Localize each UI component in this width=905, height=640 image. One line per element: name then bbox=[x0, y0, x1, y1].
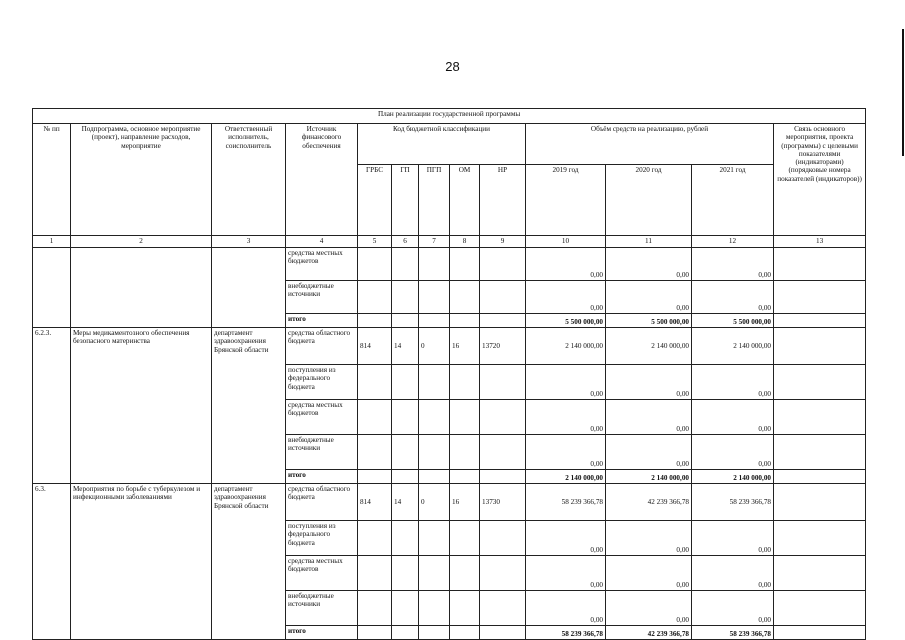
value-2019: 5 500 000,00 bbox=[526, 314, 606, 328]
table-row bbox=[33, 484, 866, 521]
link-cell bbox=[774, 314, 866, 328]
value-2020: 0,00 bbox=[606, 556, 692, 591]
code-cell bbox=[480, 556, 526, 591]
code-cell bbox=[358, 470, 392, 484]
code-cell bbox=[392, 400, 419, 435]
code-cell bbox=[392, 248, 419, 281]
code-cell bbox=[419, 626, 450, 640]
code-cell bbox=[358, 521, 392, 556]
header-gp: ГП bbox=[392, 165, 419, 236]
column-number: 4 bbox=[286, 236, 358, 248]
code-gp: 14 bbox=[392, 484, 419, 521]
link-cell bbox=[774, 556, 866, 591]
column-number: 1 bbox=[33, 236, 71, 248]
source-cell: поступления из федерального бюджета bbox=[286, 521, 358, 556]
column-number: 12 bbox=[692, 236, 774, 248]
header-link: Связь основного мероприятия, проекта (программы) с целевыми показателями (индикаторами) (порядковые номера показателей (индикаторов)) bbox=[774, 124, 866, 236]
code-cell bbox=[419, 400, 450, 435]
code-cell bbox=[392, 521, 419, 556]
value-2021: 0,00 bbox=[692, 400, 774, 435]
link-cell bbox=[774, 626, 866, 640]
header-np: НР bbox=[480, 165, 526, 236]
scan-edge-mark bbox=[902, 29, 904, 156]
column-number: 2 bbox=[71, 236, 212, 248]
header-funds: Объём средств на реализацию, рублей bbox=[526, 124, 774, 165]
value-2020: 0,00 bbox=[606, 365, 692, 400]
section-responsible: департамент здравоохранения Брянской области bbox=[212, 484, 286, 640]
value-2019: 2 140 000,00 bbox=[526, 470, 606, 484]
code-cell bbox=[419, 470, 450, 484]
value-2019: 0,00 bbox=[526, 591, 606, 626]
code-cell bbox=[358, 314, 392, 328]
code-cell bbox=[419, 556, 450, 591]
code-cell bbox=[450, 400, 480, 435]
code-cell bbox=[392, 591, 419, 626]
code-cell bbox=[419, 314, 450, 328]
value-2019: 0,00 bbox=[526, 556, 606, 591]
code-cell bbox=[392, 626, 419, 640]
code-cell bbox=[419, 521, 450, 556]
code-grbs: 814 bbox=[358, 328, 392, 365]
header-2021: 2021 год bbox=[692, 165, 774, 236]
header-om: ОМ bbox=[450, 165, 480, 236]
code-cell bbox=[358, 281, 392, 314]
value-2020: 0,00 bbox=[606, 591, 692, 626]
table-title: План реализации государственной программы bbox=[33, 109, 866, 124]
value-2019: 58 239 366,78 bbox=[526, 626, 606, 640]
value-2021: 2 140 000,00 bbox=[692, 328, 774, 365]
num-cell bbox=[33, 248, 71, 328]
header-responsible: Ответственный исполнитель, соисполнитель bbox=[212, 124, 286, 236]
value-2021: 58 239 366,78 bbox=[692, 626, 774, 640]
section-name: Мероприятия по борьбе с туберкулезом и инфекционными заболеваниями bbox=[71, 484, 212, 640]
value-2021: 0,00 bbox=[692, 281, 774, 314]
source-cell: средства местных бюджетов bbox=[286, 400, 358, 435]
source-cell: итого bbox=[286, 470, 358, 484]
value-2020: 0,00 bbox=[606, 281, 692, 314]
link-cell bbox=[774, 484, 866, 521]
table-row bbox=[33, 248, 866, 281]
code-cell bbox=[358, 400, 392, 435]
code-cell bbox=[480, 365, 526, 400]
code-cell bbox=[480, 248, 526, 281]
code-cell bbox=[450, 626, 480, 640]
section-number: 6.2.3. bbox=[33, 328, 71, 484]
code-cell bbox=[358, 435, 392, 470]
value-2020: 5 500 000,00 bbox=[606, 314, 692, 328]
code-cell bbox=[392, 556, 419, 591]
code-cell bbox=[450, 314, 480, 328]
code-cell bbox=[419, 435, 450, 470]
value-2020: 0,00 bbox=[606, 400, 692, 435]
code-cell bbox=[450, 435, 480, 470]
value-2020: 42 239 366,78 bbox=[606, 626, 692, 640]
source-cell: итого bbox=[286, 626, 358, 640]
value-2019: 0,00 bbox=[526, 365, 606, 400]
code-cell bbox=[358, 626, 392, 640]
value-2020: 2 140 000,00 bbox=[606, 470, 692, 484]
code-cell bbox=[480, 626, 526, 640]
header-subprogram: Подпрограмма, основное мероприятие (проект), направление расходов, мероприятие bbox=[71, 124, 212, 236]
code-om: 16 bbox=[450, 484, 480, 521]
link-cell bbox=[774, 435, 866, 470]
source-cell: поступления из федерального бюджета bbox=[286, 365, 358, 400]
code-cell bbox=[392, 314, 419, 328]
value-2020: 0,00 bbox=[606, 248, 692, 281]
header-num: № пп bbox=[33, 124, 71, 236]
code-cell bbox=[419, 365, 450, 400]
code-cell bbox=[419, 248, 450, 281]
code-cell bbox=[419, 281, 450, 314]
value-2021: 0,00 bbox=[692, 435, 774, 470]
header-source: Источник финансового обеспечения bbox=[286, 124, 358, 236]
code-cell bbox=[419, 591, 450, 626]
value-2021: 0,00 bbox=[692, 248, 774, 281]
column-number: 10 bbox=[526, 236, 606, 248]
header-grbs: ГРБС bbox=[358, 165, 392, 236]
code-grbs: 814 bbox=[358, 484, 392, 521]
source-cell: средства областного бюджета bbox=[286, 484, 358, 521]
section-responsible: департамент здравоохранения Брянской области bbox=[212, 328, 286, 484]
code-cell bbox=[392, 365, 419, 400]
link-cell bbox=[774, 365, 866, 400]
code-cell bbox=[480, 435, 526, 470]
header-budget-code: Код бюджетной классификации bbox=[358, 124, 526, 165]
code-cell bbox=[480, 314, 526, 328]
source-cell: внебюджетные источники bbox=[286, 591, 358, 626]
link-cell bbox=[774, 470, 866, 484]
source-cell: средства местных бюджетов bbox=[286, 248, 358, 281]
code-cell bbox=[450, 248, 480, 281]
code-cell bbox=[358, 365, 392, 400]
link-cell bbox=[774, 521, 866, 556]
column-number: 7 bbox=[419, 236, 450, 248]
value-2021: 2 140 000,00 bbox=[692, 470, 774, 484]
code-cell bbox=[480, 470, 526, 484]
plan-table bbox=[32, 108, 866, 640]
column-number: 3 bbox=[212, 236, 286, 248]
column-number: 5 bbox=[358, 236, 392, 248]
code-cell bbox=[392, 281, 419, 314]
column-numbers-row bbox=[33, 236, 866, 248]
table-row bbox=[33, 328, 866, 365]
value-2019: 58 239 366,78 bbox=[526, 484, 606, 521]
column-number: 9 bbox=[480, 236, 526, 248]
code-cell bbox=[358, 248, 392, 281]
value-2020: 42 239 366,78 bbox=[606, 484, 692, 521]
source-cell: внебюджетные источники bbox=[286, 281, 358, 314]
code-cell bbox=[480, 400, 526, 435]
value-2021: 0,00 bbox=[692, 556, 774, 591]
value-2019: 2 140 000,00 bbox=[526, 328, 606, 365]
source-cell: внебюджетные источники bbox=[286, 435, 358, 470]
value-2020: 2 140 000,00 bbox=[606, 328, 692, 365]
header-2019: 2019 год bbox=[526, 165, 606, 236]
link-cell bbox=[774, 328, 866, 365]
code-cell bbox=[480, 591, 526, 626]
section-name: Меры медикаментозного обеспечения безопасного материнства bbox=[71, 328, 212, 484]
header-pgp: ПГП bbox=[419, 165, 450, 236]
value-2021: 5 500 000,00 bbox=[692, 314, 774, 328]
page-number: 28 bbox=[445, 59, 460, 74]
code-cell bbox=[450, 470, 480, 484]
code-cell bbox=[450, 281, 480, 314]
code-cell bbox=[480, 521, 526, 556]
value-2020: 0,00 bbox=[606, 435, 692, 470]
value-2021: 0,00 bbox=[692, 521, 774, 556]
responsible-cell bbox=[212, 248, 286, 328]
link-cell bbox=[774, 591, 866, 626]
subprogram-cell bbox=[71, 248, 212, 328]
column-number: 6 bbox=[392, 236, 419, 248]
link-cell bbox=[774, 248, 866, 281]
code-cell bbox=[450, 521, 480, 556]
source-cell: средства областного бюджета bbox=[286, 328, 358, 365]
value-2021: 58 239 366,78 bbox=[692, 484, 774, 521]
header-2020: 2020 год bbox=[606, 165, 692, 236]
code-cell bbox=[392, 470, 419, 484]
code-pgp: 0 bbox=[419, 484, 450, 521]
code-cell bbox=[480, 281, 526, 314]
value-2019: 0,00 bbox=[526, 281, 606, 314]
column-number: 11 bbox=[606, 236, 692, 248]
code-np: 13720 bbox=[480, 328, 526, 365]
value-2019: 0,00 bbox=[526, 521, 606, 556]
section-number: 6.3. bbox=[33, 484, 71, 640]
code-cell bbox=[450, 591, 480, 626]
value-2019: 0,00 bbox=[526, 400, 606, 435]
link-cell bbox=[774, 400, 866, 435]
column-number: 13 bbox=[774, 236, 866, 248]
source-cell: итого bbox=[286, 314, 358, 328]
value-2019: 0,00 bbox=[526, 248, 606, 281]
code-cell bbox=[358, 556, 392, 591]
code-np: 13730 bbox=[480, 484, 526, 521]
code-om: 16 bbox=[450, 328, 480, 365]
link-cell bbox=[774, 281, 866, 314]
column-number: 8 bbox=[450, 236, 480, 248]
code-cell bbox=[392, 435, 419, 470]
code-cell bbox=[450, 556, 480, 591]
code-pgp: 0 bbox=[419, 328, 450, 365]
value-2021: 0,00 bbox=[692, 365, 774, 400]
value-2019: 0,00 bbox=[526, 435, 606, 470]
table-title-row bbox=[33, 109, 866, 124]
value-2021: 0,00 bbox=[692, 591, 774, 626]
value-2020: 0,00 bbox=[606, 521, 692, 556]
source-cell: средства местных бюджетов bbox=[286, 556, 358, 591]
code-cell bbox=[450, 365, 480, 400]
code-cell bbox=[358, 591, 392, 626]
code-gp: 14 bbox=[392, 328, 419, 365]
